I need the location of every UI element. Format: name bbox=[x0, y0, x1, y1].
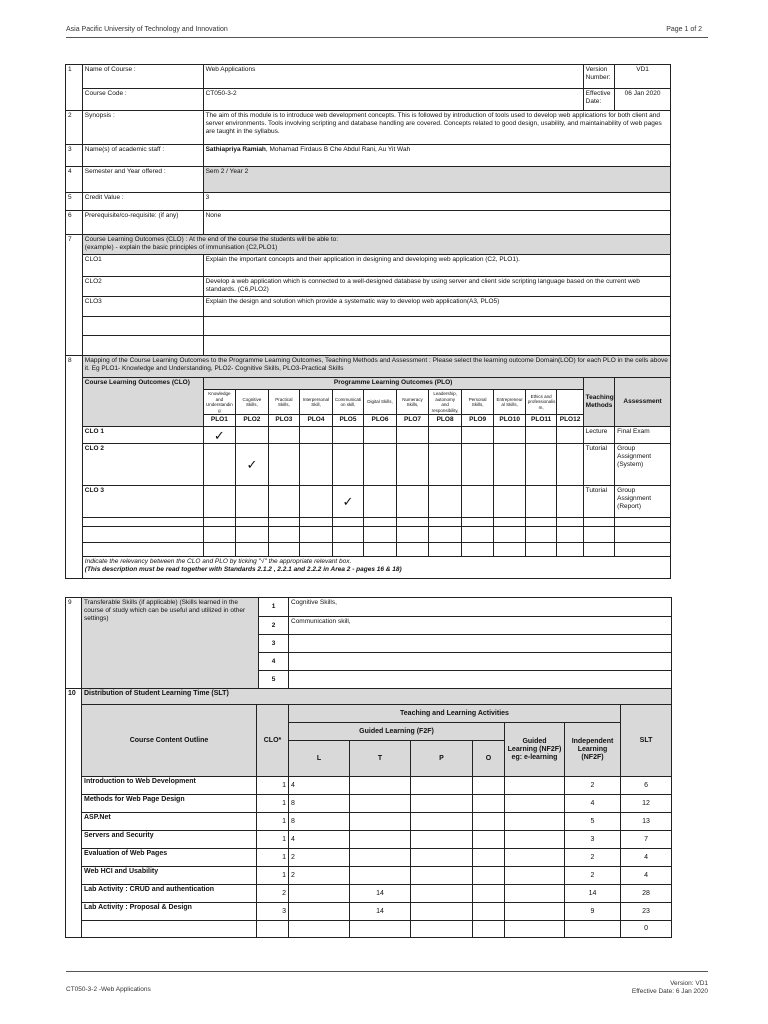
mapping-cell bbox=[332, 427, 364, 444]
slt-total-header: SLT bbox=[621, 705, 672, 777]
slt-independent: 2 bbox=[565, 777, 621, 795]
slt-guided bbox=[505, 921, 565, 938]
mapping-cell bbox=[203, 444, 236, 486]
slt-l: 2 bbox=[289, 849, 350, 867]
slt-clo: 1 bbox=[257, 795, 289, 813]
slt-guided-header: Guided Learning (F2F) bbox=[289, 723, 505, 741]
mapping-cell bbox=[332, 444, 364, 486]
slt-total: 13 bbox=[621, 813, 672, 831]
mapping-cell bbox=[300, 444, 333, 486]
mapping-cell bbox=[429, 444, 462, 486]
plo-label: PLO8 bbox=[429, 415, 462, 427]
mapping-cell bbox=[300, 427, 333, 444]
slt-guided bbox=[505, 885, 565, 903]
footer-version: Version: VD1 bbox=[670, 980, 708, 987]
slt-p bbox=[411, 885, 473, 903]
prerequisite-value: None bbox=[203, 211, 670, 235]
slt-p bbox=[411, 867, 473, 885]
slt-clo: 1 bbox=[257, 777, 289, 795]
slt-total: 4 bbox=[621, 867, 672, 885]
slt-topic: ASP.Net bbox=[82, 813, 257, 831]
mapping-cell bbox=[429, 486, 462, 518]
slt-clo bbox=[257, 921, 289, 938]
slt-topic: Lab Activity : Proposal & Design bbox=[82, 903, 257, 921]
mapping-cell bbox=[557, 444, 583, 486]
footer-version-block bbox=[632, 980, 708, 996]
staff-names bbox=[203, 145, 670, 167]
slt-o bbox=[473, 795, 505, 813]
section-number: 3 bbox=[66, 145, 83, 167]
mapping-intro: Mapping of the Course Learning Outcomes to the Programme Learning Outcomes, Teaching Methods and Assessment : Please select the learning outcome Domain(LOD) for each PLO in the cells above it. Eg PLO1- Knowledge and Understanding, PLO2- Cognitive Skills, PLO3-Practical Skills bbox=[82, 356, 670, 378]
slt-o bbox=[473, 885, 505, 903]
skill-text: Cognitive Skills, bbox=[289, 598, 672, 617]
slt-activities-header: Teaching and Learning Activities bbox=[289, 705, 621, 723]
plo-domain: Knowledge and Understandin g bbox=[203, 390, 236, 415]
slt-l: 8 bbox=[289, 795, 350, 813]
slt-clo: 1 bbox=[257, 813, 289, 831]
assessment: Final Exam bbox=[615, 427, 671, 444]
slt-t: 14 bbox=[350, 885, 411, 903]
slt-t bbox=[350, 921, 411, 938]
check-mark-icon: ✓ bbox=[236, 444, 269, 486]
course-code-label: Course Code : bbox=[82, 89, 203, 111]
plo-domain: Ethics and professionalis m, bbox=[525, 390, 557, 415]
plo-domain: Leadership, autonomy and responsibility, bbox=[429, 390, 462, 415]
teaching-method: Lecture bbox=[583, 427, 615, 444]
mapping-cell bbox=[364, 427, 397, 444]
slt-t bbox=[350, 849, 411, 867]
mapping-cell bbox=[494, 486, 526, 518]
mapping-cell bbox=[396, 486, 429, 518]
slt-guided bbox=[505, 831, 565, 849]
slt-l bbox=[289, 885, 350, 903]
teaching-method: Tutorial bbox=[583, 486, 615, 518]
skill-text bbox=[289, 671, 672, 689]
course-info-table bbox=[65, 64, 671, 579]
plo-label: PLO6 bbox=[364, 415, 397, 427]
plo-label: PLO9 bbox=[461, 415, 494, 427]
header-page-number: Page 1 of 2 bbox=[666, 26, 702, 33]
mapping-cell bbox=[396, 444, 429, 486]
mapping-cell bbox=[525, 427, 557, 444]
skill-number: 3 bbox=[259, 635, 289, 653]
slt-independent: 4 bbox=[565, 795, 621, 813]
teaching-methods-header: Teaching Methods bbox=[583, 378, 615, 427]
slt-guided bbox=[505, 777, 565, 795]
plo-domain: Personal Skills, bbox=[461, 390, 494, 415]
plo-label: PLO11 bbox=[525, 415, 557, 427]
slt-l: 2 bbox=[289, 867, 350, 885]
prerequisite-label: Prerequisite/co-requisite: (if any) bbox=[82, 211, 203, 235]
slt-o bbox=[473, 921, 505, 938]
slt-l bbox=[289, 903, 350, 921]
mapping-cell bbox=[268, 427, 300, 444]
mapping-cell bbox=[494, 427, 526, 444]
mapping-clo: CLO 2 bbox=[82, 444, 203, 486]
slt-guided bbox=[505, 849, 565, 867]
mapping-cell bbox=[525, 486, 557, 518]
slt-clo: 3 bbox=[257, 903, 289, 921]
transferable-skills-table bbox=[65, 597, 672, 689]
assessment-header: Assessment bbox=[615, 378, 671, 427]
slt-table bbox=[65, 688, 672, 938]
plo-label: PLO12 bbox=[557, 415, 583, 427]
slt-o bbox=[473, 849, 505, 867]
mapping-cell bbox=[203, 486, 236, 518]
plo-domain: Interpersonal Skill, bbox=[300, 390, 333, 415]
footer-course: CT050-3-2 -Web Applications bbox=[66, 986, 151, 993]
plo-label: PLO1 bbox=[203, 415, 236, 427]
mapping-cell bbox=[364, 486, 397, 518]
slt-t bbox=[350, 813, 411, 831]
clo-empty bbox=[82, 317, 203, 336]
section-number: 10 bbox=[66, 689, 82, 938]
staff-label: Name(s) of academic staff : bbox=[82, 145, 203, 167]
mapping-cell bbox=[429, 427, 462, 444]
slt-clo: 1 bbox=[257, 867, 289, 885]
section-number: 1 bbox=[66, 65, 83, 111]
semester-label: Semester and Year offered : bbox=[82, 167, 203, 193]
slt-outline-header: Course Content Outline bbox=[82, 705, 257, 777]
slt-guided bbox=[505, 813, 565, 831]
clo-empty-text bbox=[203, 317, 670, 336]
slt-total: 28 bbox=[621, 885, 672, 903]
clo-empty bbox=[82, 336, 203, 356]
clo-empty-text bbox=[203, 336, 670, 356]
slt-independent: 3 bbox=[565, 831, 621, 849]
slt-topic: Introduction to Web Development bbox=[82, 777, 257, 795]
header-divider bbox=[66, 37, 708, 38]
slt-l bbox=[289, 921, 350, 938]
effective-date-label: Effective Date: bbox=[583, 89, 615, 111]
plo-domain: Entrepreneur al Skills, bbox=[494, 390, 526, 415]
plo-label: PLO10 bbox=[494, 415, 526, 427]
mapping-cell bbox=[525, 444, 557, 486]
skill-number: 5 bbox=[259, 671, 289, 689]
mapping-cell bbox=[557, 486, 583, 518]
mapping-empty-row bbox=[82, 518, 203, 527]
synopsis-label: Synopsis : bbox=[82, 111, 203, 145]
header-institution: Asia Pacific University of Technology and Innovation bbox=[66, 26, 228, 33]
mapping-cell bbox=[461, 444, 494, 486]
slt-independent: 9 bbox=[565, 903, 621, 921]
check-mark-icon: ✓ bbox=[332, 486, 364, 518]
mapping-empty-row bbox=[82, 543, 203, 557]
footer-effective-date: Effective Date: 6 Jan 2020 bbox=[631, 988, 708, 995]
mapping-cell bbox=[494, 444, 526, 486]
plo-domain: Numeracy Skills, bbox=[396, 390, 429, 415]
slt-total: 0 bbox=[621, 921, 672, 938]
slt-independent-header: Independent Learning (NF2F) bbox=[565, 723, 621, 777]
mapping-clo-header: Course Learning Outcomes (CLO) bbox=[82, 378, 203, 427]
clo-text: Explain the important concepts and their application in designing and developing web application (C2, PLO1). bbox=[203, 255, 670, 277]
slt-independent: 14 bbox=[565, 885, 621, 903]
plo-domain: Digital Skills, bbox=[364, 390, 397, 415]
mapping-cell bbox=[300, 486, 333, 518]
slt-clo: 2 bbox=[257, 885, 289, 903]
mapping-cell bbox=[461, 486, 494, 518]
mapping-cell bbox=[396, 427, 429, 444]
synopsis-text: The aim of this module is to introduce web development concepts. This is followed by introduction of tools used to develop web applications for both client and server environments. Tools involving scripting and database handling are covered. Concepts related to good design, usability, and maintainability of web pages are taught in the syllabus. bbox=[203, 111, 670, 145]
plo-domain: Communicati on skill, bbox=[332, 390, 364, 415]
clo-id: CLO1 bbox=[82, 255, 203, 277]
slt-guided bbox=[505, 795, 565, 813]
slt-total: 12 bbox=[621, 795, 672, 813]
version-value: VD1 bbox=[615, 65, 671, 89]
slt-o bbox=[473, 777, 505, 795]
section-number: 7 bbox=[66, 235, 83, 356]
mapping-cell bbox=[236, 427, 269, 444]
plo-domain: Cognitive Skills, bbox=[236, 390, 269, 415]
plo-label: PLO7 bbox=[396, 415, 429, 427]
slt-t bbox=[350, 795, 411, 813]
slt-t: 14 bbox=[350, 903, 411, 921]
slt-p bbox=[411, 795, 473, 813]
slt-o bbox=[473, 903, 505, 921]
slt-topic bbox=[82, 921, 257, 938]
mapping-cell bbox=[268, 486, 300, 518]
slt-t bbox=[350, 867, 411, 885]
plo-label: PLO5 bbox=[332, 415, 364, 427]
slt-col-t: T bbox=[350, 741, 411, 777]
section-number: 8 bbox=[66, 356, 83, 579]
slt-title: Distribution of Student Learning Time (SLT) bbox=[82, 689, 672, 705]
slt-l: 8 bbox=[289, 813, 350, 831]
slt-t bbox=[350, 777, 411, 795]
assessment: Group Assignment (Report) bbox=[615, 486, 671, 518]
mapping-clo: CLO 1 bbox=[82, 427, 203, 444]
clo-text: Develop a web application which is connected to a well-designed database by using server and client side scripting language based on the current web standards. (C6,PLO2) bbox=[203, 277, 670, 297]
slt-clo-header: CLO* bbox=[257, 705, 289, 777]
slt-independent: 2 bbox=[565, 867, 621, 885]
mapping-note-line1: Indicate the relevancy between the CLO and PLO by ticking "√" the appropriate relevant box. bbox=[84, 558, 352, 565]
skill-text bbox=[289, 635, 672, 653]
slt-col-o: O bbox=[473, 741, 505, 777]
slt-p bbox=[411, 813, 473, 831]
section-number: 6 bbox=[66, 211, 83, 235]
mapping-cell bbox=[461, 427, 494, 444]
plo-label: PLO2 bbox=[236, 415, 269, 427]
credit-value: 3 bbox=[203, 193, 670, 211]
slt-independent: 2 bbox=[565, 849, 621, 867]
clo-id: CLO3 bbox=[82, 297, 203, 317]
skill-text bbox=[289, 653, 672, 671]
course-code: CT050-3-2 bbox=[203, 89, 583, 111]
version-label: Version Number: bbox=[583, 65, 615, 89]
slt-total: 7 bbox=[621, 831, 672, 849]
mapping-cell bbox=[268, 444, 300, 486]
clo-id: CLO2 bbox=[82, 277, 203, 297]
slt-l: 4 bbox=[289, 831, 350, 849]
plo-header: Programme Learning Outcomes (PLO) bbox=[203, 378, 583, 390]
clo-heading-line1: Course Learning Outcomes (CLO) : At the end of the course the students will be able to: bbox=[84, 236, 339, 243]
slt-guided bbox=[505, 867, 565, 885]
skill-number: 2 bbox=[259, 617, 289, 635]
slt-p bbox=[411, 921, 473, 938]
slt-p bbox=[411, 777, 473, 795]
slt-col-l: L bbox=[289, 741, 350, 777]
slt-col-p: P bbox=[411, 741, 473, 777]
slt-topic: Evaluation of Web Pages bbox=[82, 849, 257, 867]
mapping-cell bbox=[557, 427, 583, 444]
clo-heading bbox=[82, 235, 670, 255]
slt-p bbox=[411, 849, 473, 867]
semester-value: Sem 2 / Year 2 bbox=[203, 167, 670, 193]
course-name: Web Applications bbox=[203, 65, 583, 89]
slt-p bbox=[411, 831, 473, 849]
skill-text: Communication skill, bbox=[289, 617, 672, 635]
staff-others: , Mohamad Firdaus B Che Abdul Rani, Au Yit Wah bbox=[265, 146, 411, 153]
slt-guided-nf2f-header: Guided Learning (NF2F) eg: e-learning bbox=[505, 723, 565, 777]
slt-total: 23 bbox=[621, 903, 672, 921]
teaching-method: Tutorial bbox=[583, 444, 615, 486]
plo-label: PLO4 bbox=[300, 415, 333, 427]
mapping-note-line2: (This description must be read together with Standards 2.1.2 , 2.2.1 and 2.2.2 in Area 2 - pages 16 & 18) bbox=[84, 566, 402, 573]
slt-o bbox=[473, 867, 505, 885]
check-mark-icon: ✓ bbox=[203, 427, 236, 444]
section-number: 5 bbox=[66, 193, 83, 211]
effective-date-value: 06 Jan 2020 bbox=[615, 89, 671, 111]
skill-number: 1 bbox=[259, 598, 289, 617]
slt-l: 4 bbox=[289, 777, 350, 795]
mapping-cell bbox=[364, 444, 397, 486]
credit-label: Credit Value : bbox=[82, 193, 203, 211]
slt-topic: Methods for Web Page Design bbox=[82, 795, 257, 813]
course-name-label: Name of Course : bbox=[82, 65, 203, 89]
slt-clo: 1 bbox=[257, 849, 289, 867]
section-number: 2 bbox=[66, 111, 83, 145]
mapping-clo: CLO 3 bbox=[82, 486, 203, 518]
slt-independent bbox=[565, 921, 621, 938]
slt-topic: Servers and Security bbox=[82, 831, 257, 849]
skills-label: Transferable Skills (if applicable) (Skills learned in the course of study which can be useful and utilized in other settings) bbox=[82, 598, 259, 689]
section-number: 4 bbox=[66, 167, 83, 193]
plo-label: PLO3 bbox=[268, 415, 300, 427]
slt-topic: Lab Activity : CRUD and authentication bbox=[82, 885, 257, 903]
plo-domain bbox=[557, 390, 583, 415]
staff-lead: Sathiapriya Ramiah bbox=[205, 146, 266, 153]
slt-total: 4 bbox=[621, 849, 672, 867]
assessment: Group Assignment (System) bbox=[615, 444, 671, 486]
plo-domain: Practical Skills, bbox=[268, 390, 300, 415]
skill-number: 4 bbox=[259, 653, 289, 671]
slt-o bbox=[473, 831, 505, 849]
slt-p bbox=[411, 903, 473, 921]
mapping-note bbox=[82, 557, 670, 579]
mapping-empty-row bbox=[82, 527, 203, 543]
clo-heading-line2: (example) - explain the basic principles of immunisation (C2,PLO1) bbox=[84, 244, 278, 251]
slt-clo: 1 bbox=[257, 831, 289, 849]
clo-text: Explain the design and solution which provide a systematic way to develop web application(A3, PLO5) bbox=[203, 297, 670, 317]
slt-o bbox=[473, 813, 505, 831]
slt-total: 6 bbox=[621, 777, 672, 795]
slt-t bbox=[350, 831, 411, 849]
section-number: 9 bbox=[66, 598, 82, 689]
mapping-cell bbox=[236, 486, 269, 518]
slt-guided bbox=[505, 903, 565, 921]
slt-topic: Web HCI and Usability bbox=[82, 867, 257, 885]
slt-independent: 5 bbox=[565, 813, 621, 831]
footer-divider bbox=[66, 971, 708, 972]
